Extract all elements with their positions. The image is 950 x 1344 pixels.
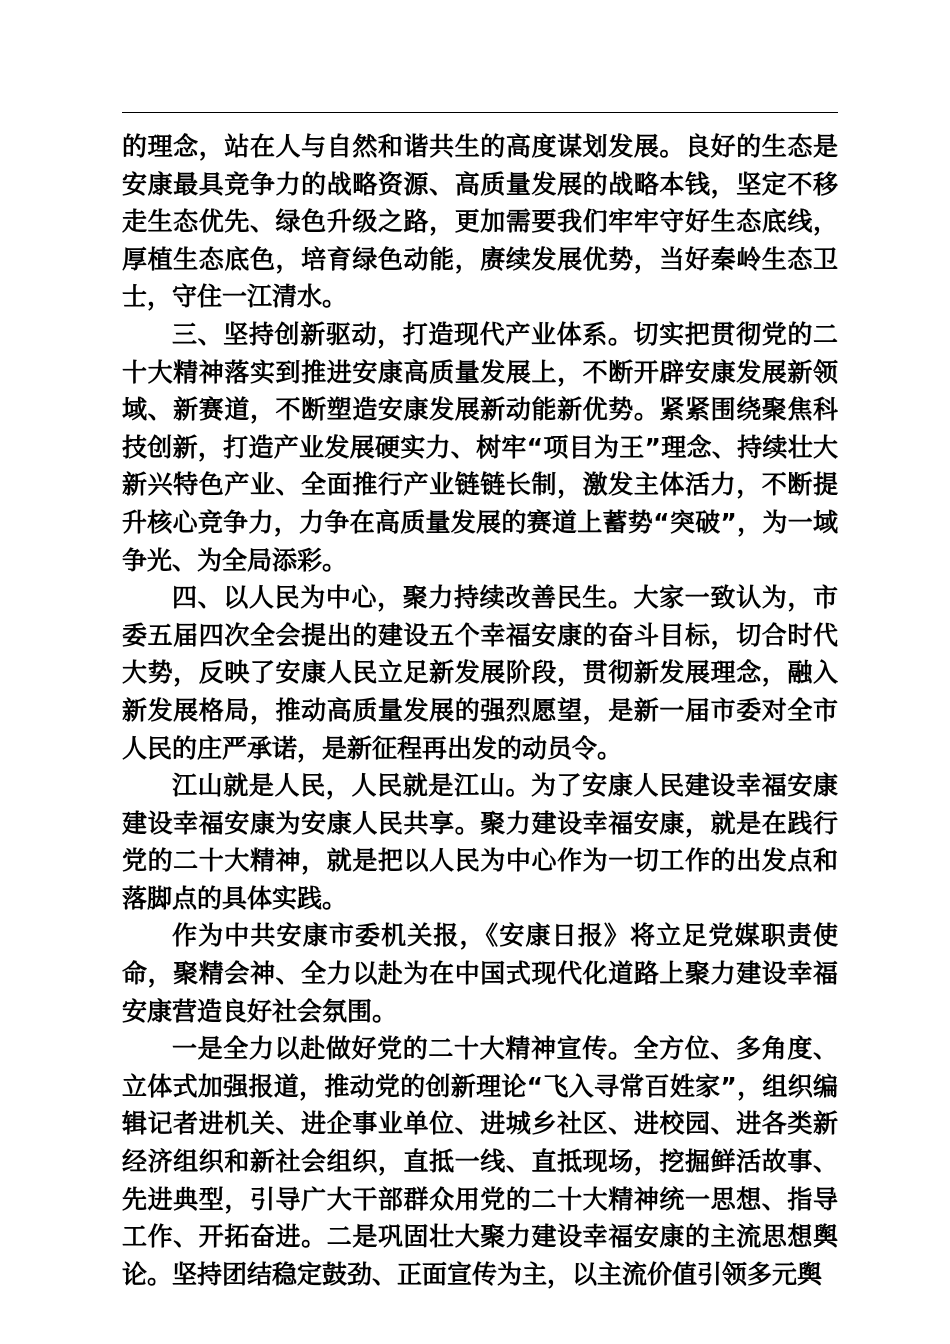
paragraph-propaganda: 一是全力以赴做好党的二十大精神宣传。全方位、多角度、立体式加强报道，推动党的创新理论“飞入寻常百姓家”，组织编辑记者进机关、进企事业单位、进城乡社区、进校园、进各类新经济组织和新社会组织，直抵一线、直抵现场，挖掘鲜活故事、先进典型，引导广大干部群众用党的二十大精神统一思想、指导工作、开拓奋进。二是巩固壮大聚力建设幸福安康的主流思想舆论。坚持团结稳定鼓劲、正面宣传为主，以主流价值引领多元舆	[122, 1034, 838, 1289]
header-rule	[122, 112, 838, 113]
paragraph-jiangshan: 江山就是人民，人民就是江山。为了安康人民建设幸福安康建设幸福安康为安康人民共享。聚力建设幸福安康，就是在践行党的二十大精神，就是把以人民为中心作为一切工作的出发点和落脚点的具体实践。	[122, 771, 838, 913]
paragraph-innovation: 三、坚持创新驱动，打造现代产业体系。切实把贯彻党的二十大精神落实到推进安康高质量发展上，不断开辟安康发展新领域、新赛道，不断塑造安康发展新动能新优势。紧紧围绕聚焦科技创新，打造产业发展硬实力、树牢“项目为王”理念、持续壮大新兴特色产业、全面推行产业链链长制，激发主体活力，不断提升核心竞争力，力争在高质量发展的赛道上蓄势“突破”，为一域争光、为全局添彩。	[122, 319, 838, 575]
paragraph-continuation-ecology: 的理念，站在人与自然和谐共生的高度谋划发展。良好的生态是安康最具竞争力的战略资源、高质量发展的战略本钱，坚定不移走生态优先、绿色升级之路，更加需要我们牢牢守好生态底线，厚植生态底色，培育绿色动能，赓续发展优势，当好秦岭生态卫士，守住一江清水。	[122, 132, 838, 312]
paragraph-people-centered: 四、以人民为中心，聚力持续改善民生。大家一致认为，市委五届四次全会提出的建设五个幸福安康的奋斗目标，切合时代大势，反映了安康人民立足新发展阶段，贯彻新发展理念，融入新发展格局，推动高质量发展的强烈愿望，是新一届市委对全市人民的庄严承诺，是新征程再出发的动员令。	[122, 583, 838, 763]
paragraph-ankang-daily: 作为中共安康市委机关报，《安康日报》将立足党媒职责使命，聚精会神、全力以赴为在中国式现代化道路上聚力建设幸福安康营造良好社会氛围。	[122, 921, 838, 1026]
document-body	[122, 128, 838, 1293]
